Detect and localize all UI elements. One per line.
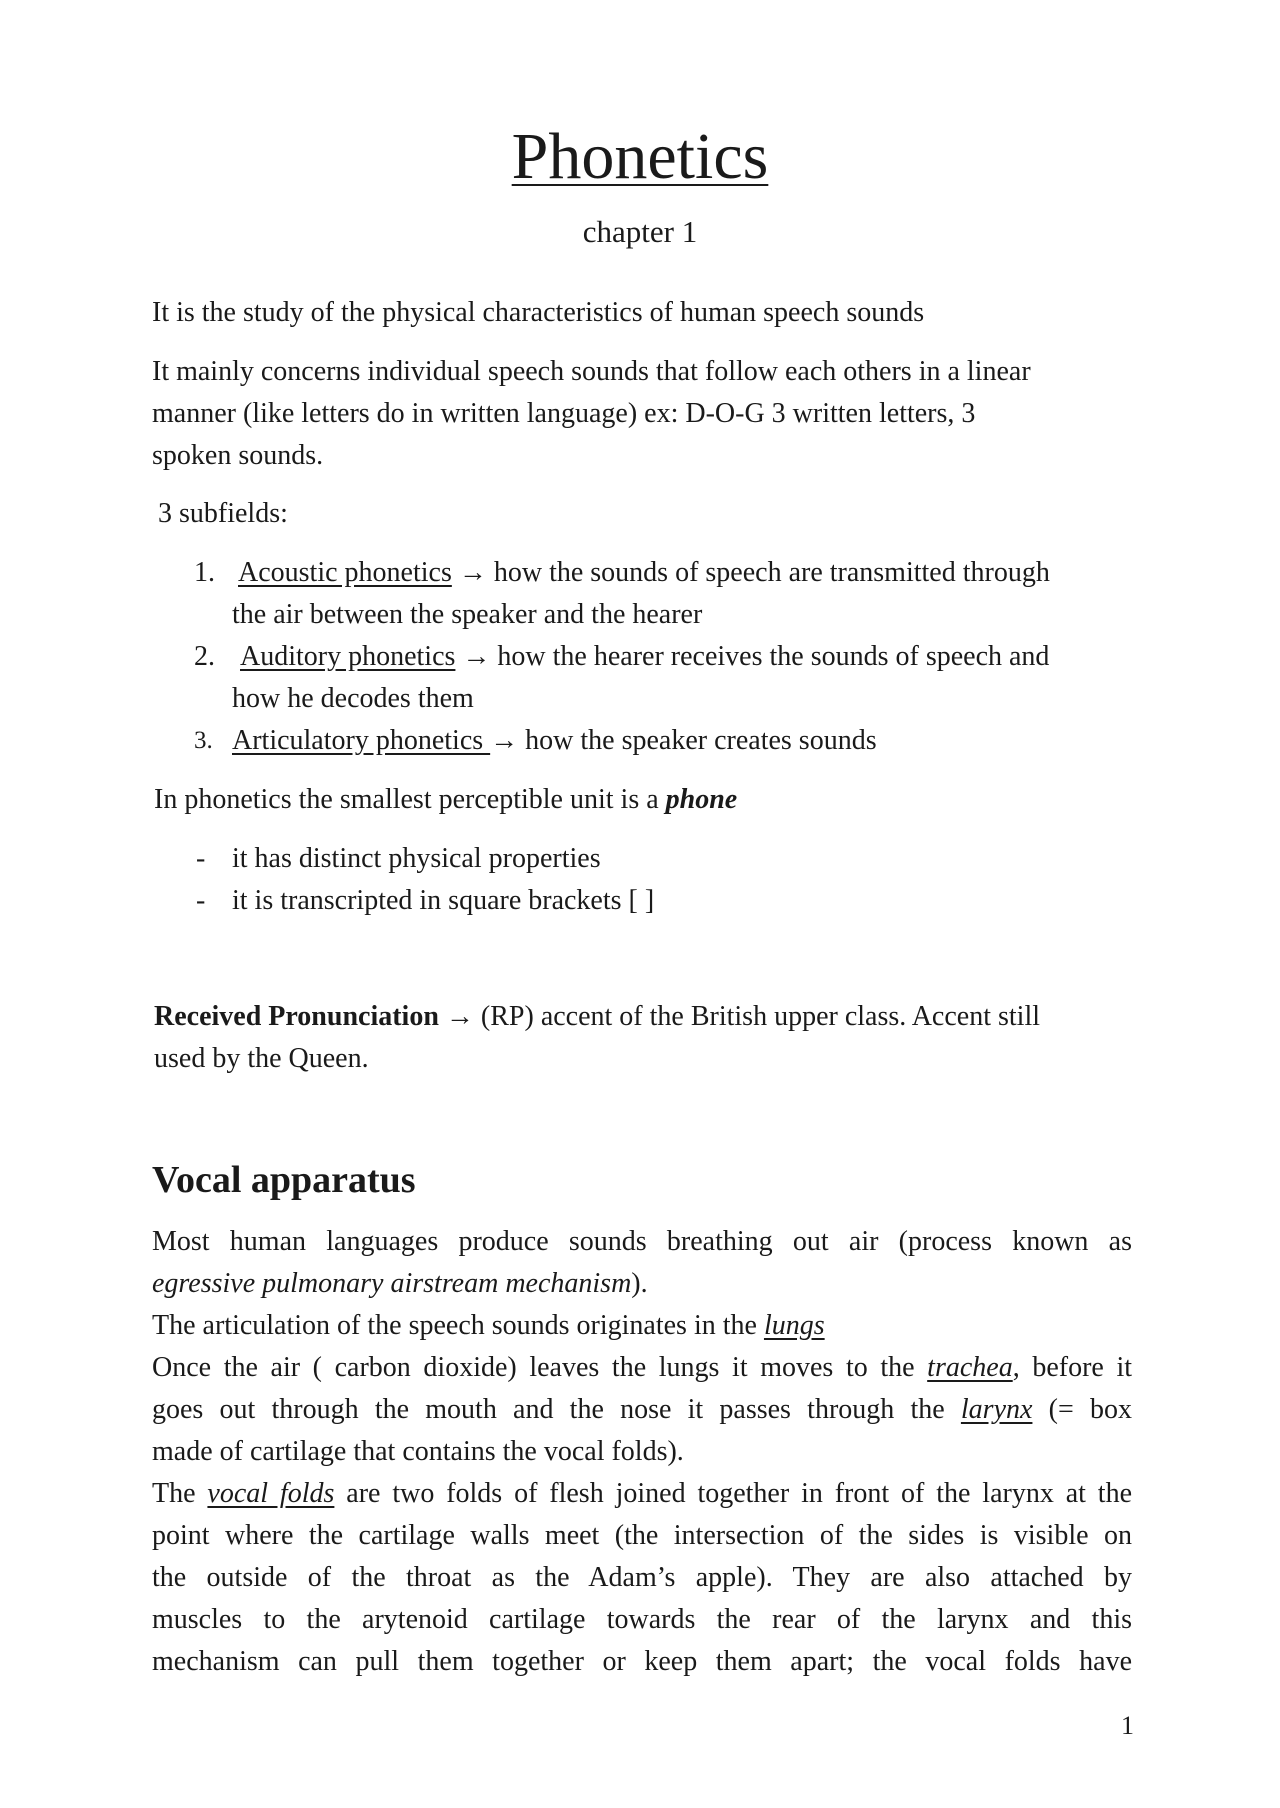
vocal-line-1: Most human languages produce sounds breathing out air (process known as [152,1226,1132,1257]
term-auditory: Auditory phonetics [240,641,456,672]
vocal-text: Once the air ( carbon dioxide) leaves the lungs it moves to the [152,1352,928,1383]
vocal-text: goes out through the mouth and the nose it passes through the [152,1394,961,1425]
rp-line-2: used by the Queen. [154,1043,369,1074]
list-number: 2. [194,641,215,672]
list-text: → how the sounds of speech are transmitted through [451,557,1050,588]
page-number: 1 [1121,1711,1134,1740]
vocal-text: The articulation of the speech sounds originates in the [152,1310,764,1341]
vocal-line-4 [152,1347,1132,1389]
vocal-line-2 [152,1263,1132,1305]
vocal-line-10: muscles to the arytenoid cartilage towards the rear of the larynx and this [152,1604,1132,1635]
list-number: 3. [194,727,213,754]
vocal-line-11: mechanism can pull them together or keep them apart; the vocal folds have [152,1646,1132,1677]
bullet-text: it is transcripted in square brackets [ ] [232,885,655,916]
page-title [0,118,1280,196]
vocal-line-6: made of cartilage that contains the vocal folds). [152,1436,684,1467]
airstream-term: egressive pulmonary airstream mechanism [152,1268,632,1299]
vocal-line-5 [152,1389,1132,1431]
phone-lead-text: In phonetics the smallest perceptible unit is a [154,784,666,815]
rp-text: → (RP) accent of the British upper class. Accent still [438,1001,1041,1032]
term-articulatory: Articulatory phonetics [232,725,491,756]
vocal-line-8: point where the cartilage walls meet (the intersection of the sides is visible on [152,1520,1132,1551]
vocal-text: (= box [1032,1394,1132,1425]
subfields-label: 3 subfields: [158,498,288,529]
rp-term: Received Pronunciation [154,1001,439,1032]
list-text: → how the hearer receives the sounds of speech and [455,641,1050,672]
rp-line-1 [154,996,1134,1038]
term-acoustic: Acoustic phonetics [238,557,452,588]
bullet-dash: - [196,885,206,916]
term-lungs: lungs [763,1310,825,1341]
bullet-text: it has distinct physical properties [232,843,601,874]
bullet-item [196,838,1132,880]
vocal-text: , before it [1012,1352,1133,1383]
chapter-subtitle: chapter 1 [582,214,698,249]
list-item [194,720,1132,762]
list-item-continuation: how he decodes them [232,683,474,714]
bullet-dash: - [196,843,206,874]
page-title-text: Phonetics [511,120,769,193]
vocal-line-7 [152,1473,1132,1515]
list-number: 1. [194,557,215,588]
vocal-line-2-end: ). [631,1268,648,1299]
section-heading: Vocal apparatus [152,1159,416,1201]
phone-term: phone [665,784,738,815]
intro-line-2: It mainly concerns individual speech sounds that follow each others in a linear [152,356,1031,387]
list-item-continuation: the air between the speaker and the hearer [232,599,703,630]
vocal-line-9: the outside of the throat as the Adam’s apple). They are also attached by [152,1562,1132,1593]
vocal-line-3 [152,1305,1132,1347]
intro-line-1: It is the study of the physical characteristics of human speech sounds [152,297,925,328]
term-larynx: larynx [960,1394,1033,1425]
phone-definition [154,779,1134,821]
list-text: → how the speaker creates sounds [490,725,877,756]
vocal-text: The [152,1478,208,1509]
list-item [194,552,1132,594]
term-trachea: trachea [927,1352,1013,1383]
vocal-text: are two folds of flesh joined together in front of the larynx at the [334,1478,1133,1509]
list-item [194,636,1132,678]
intro-line-4: spoken sounds. [152,440,324,471]
intro-line-3: manner (like letters do in written language) ex: D-O-G 3 written letters, 3 [152,398,976,429]
term-vocal-folds: vocal folds [207,1478,335,1509]
bullet-item [196,880,1132,922]
